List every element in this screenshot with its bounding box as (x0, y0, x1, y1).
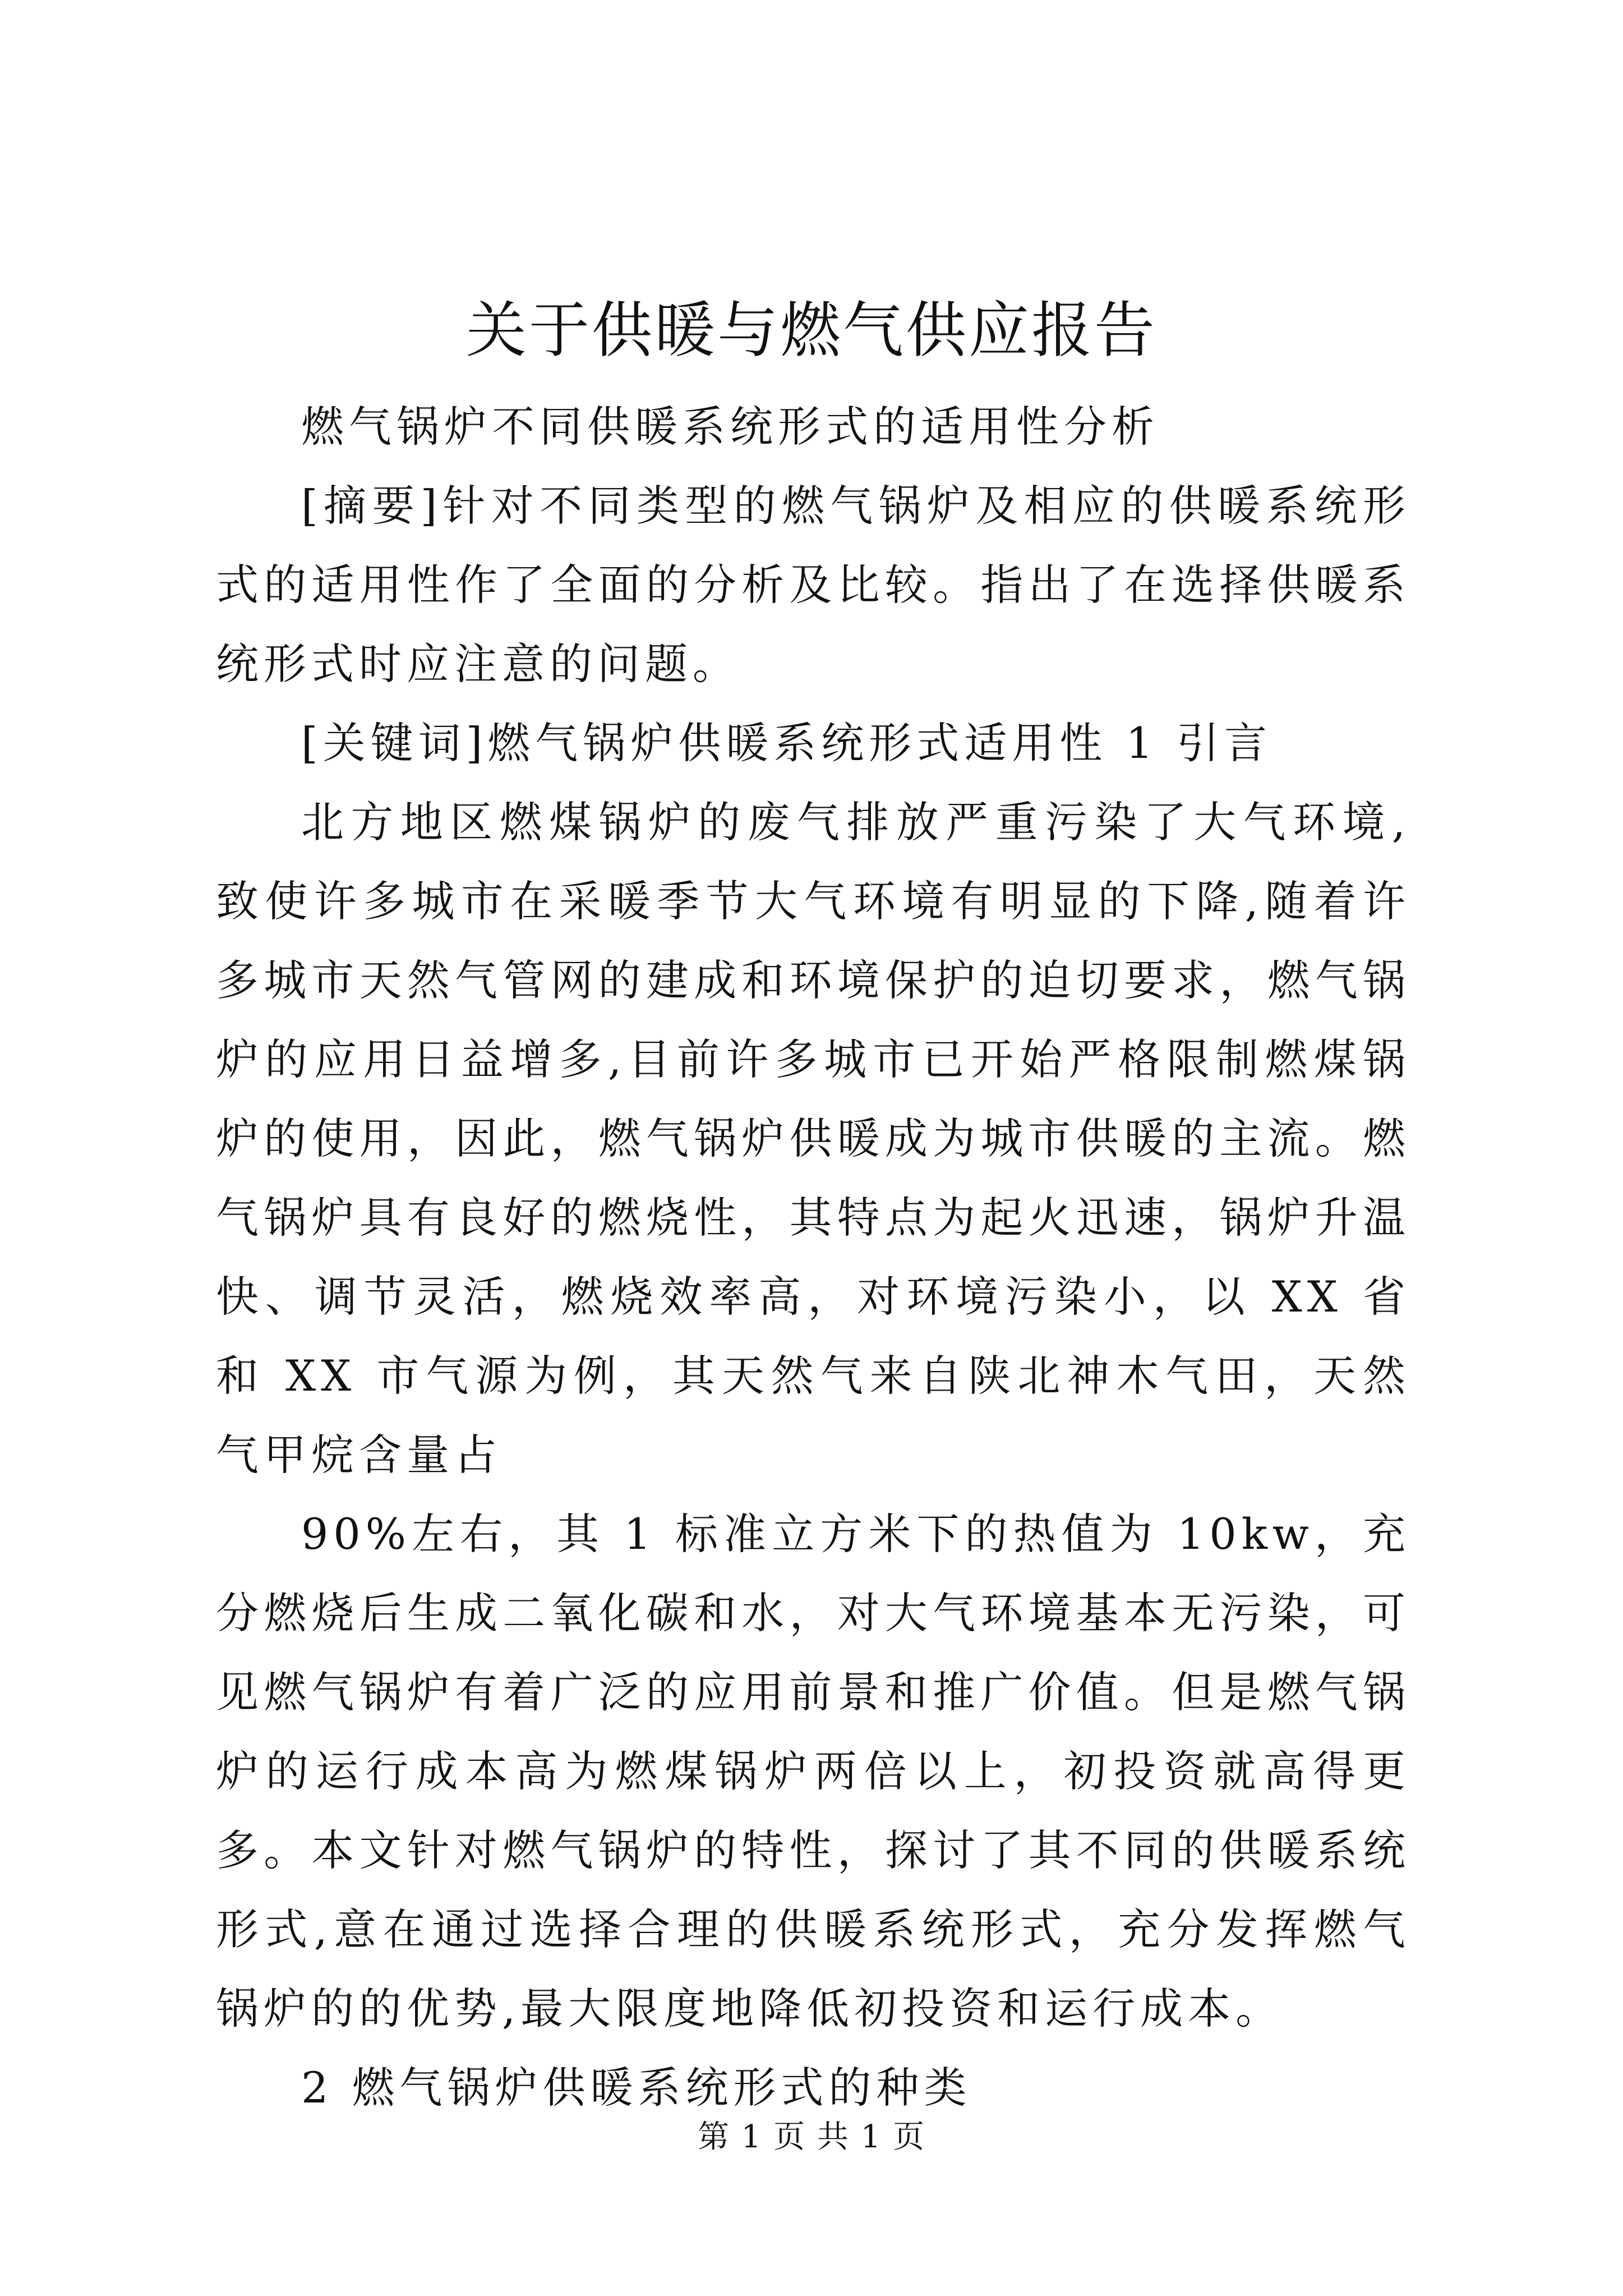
paragraph-abstract: [摘要]针对不同类型的燃气锅炉及相应的供暖系统形式的适用性作了全面的分析及比较。指出了在选择供暖系统形式时应注意的问题。 (216, 481, 1410, 689)
paragraph-section-2-heading: 2 燃气锅炉供暖系统形式的种类 (301, 2063, 972, 2113)
paragraph-subtitle: 燃气锅炉不同供暖系统形式的适用性分析 (301, 402, 1159, 452)
paragraph-introduction: 北方地区燃煤锅炉的废气排放严重污染了大气环境,致使许多城市在采暖季节大气环境有明显的下降,随着许多城市天然气管网的建成和环境保护的迫切要求，燃气锅炉的应用日益增多,目前许多城市已开始严格限制燃煤锅炉的使用，因此，燃气锅炉供暖成为城市供暖的主流。燃气锅炉具有良好的燃烧性，其特点为起火迅速，锅炉升温快、调节灵活，燃烧效率高，对环境污染小，以 XX 省和 XX 市气源为例，其天然气来自陕北神木气田，天然气甲烷含量占 (216, 797, 1410, 1480)
document-body (216, 387, 1410, 2127)
page-footer: 第 1 页 共 1 页 (697, 2119, 926, 2155)
document-title: 关于供暖与燃气供应报告 (465, 296, 1157, 366)
paragraph-heating-value: 90%左右，其 1 标准立方米下的热值为 10kw，充分燃烧后生成二氧化碳和水，对大气环境基本无污染，可见燃气锅炉有着广泛的应用前景和推广价值。但是燃气锅炉的运行成本高为燃煤锅炉两倍以上，初投资就高得更多。本文针对燃气锅炉的特性，探讨了其不同的供暖系统形式,意在通过选择合理的供暖系统形式，充分发挥燃气锅炉的的优势,最大限度地降低初投资和运行成本。 (216, 1509, 1410, 2033)
paragraph-keywords: [关键词]燃气锅炉供暖系统形式适用性 1 引言 (301, 718, 1272, 768)
